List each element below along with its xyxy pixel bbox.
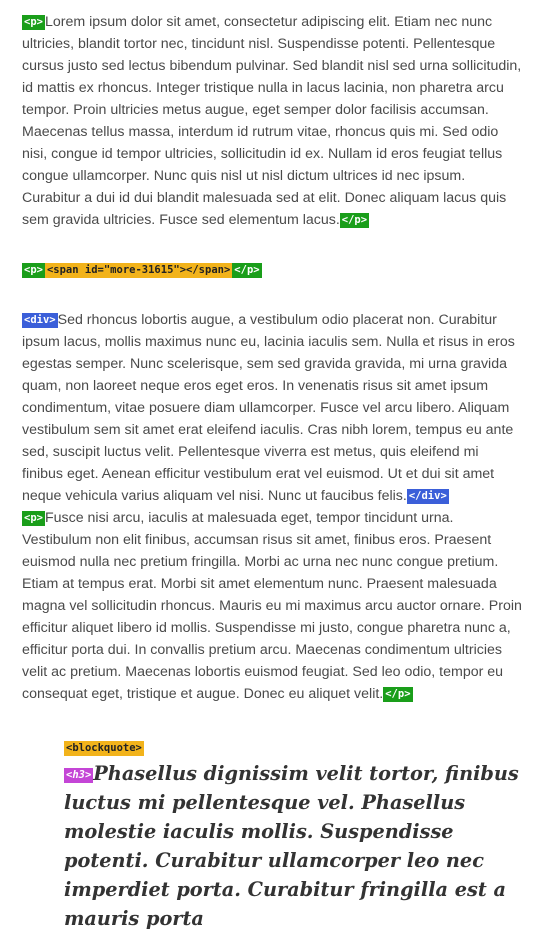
paragraph-2 bbox=[22, 507, 522, 705]
div-open-tag: <div> bbox=[24, 314, 56, 326]
span-more-tag: <span id="more-31615"></span> bbox=[46, 264, 231, 276]
div-close-tag: </div> bbox=[408, 490, 447, 502]
p-close-tag: </p> bbox=[385, 688, 411, 700]
blockquote-tag-row bbox=[64, 737, 524, 759]
paragraph-2-text: Fusce nisi arcu, iaculis at malesuada eget, tempor tincidunt urna. Vestibulum non elit finibus, accumsan risus sit amet, finibus eros. Praesent euismod nulla nec pretium fringilla. Morbi ac urna nec nunc congue pretium. Etiam at tempus erat. Morbi sit amet elementum nunc. Praesent malesuada magna vel sollicitudin rhoncus. Mauris eu mi maximus arcu auctor ornare. Proin efficitur aliquet libero id mollis. Suspendisse mi justo, congue pharetra nunc a, efficitur porta dui. In convallis pretium arcu. Maecenas condimentum ultricies velit ac pretium. Maecenas lobortis euismod feugiat. Sed leo odio, tempor eu consequat eget, tristique et augue. Donec eu aliquet velit. bbox=[22, 510, 522, 702]
p-open-tag: <p> bbox=[24, 16, 43, 28]
p-open-tag: <p> bbox=[24, 512, 43, 524]
article-body bbox=[22, 11, 522, 705]
p-close-tag: </p> bbox=[341, 214, 368, 226]
paragraph-1 bbox=[22, 11, 522, 231]
blockquote bbox=[64, 737, 524, 933]
more-marker-paragraph bbox=[22, 259, 522, 281]
div-block bbox=[22, 309, 522, 507]
p-open-tag: <p> bbox=[24, 264, 43, 276]
blockquote-heading-text: Phasellus dignissim velit tortor, finibus luctus mi pellentesque vel. Phasellus molestie iaculis mollis. Suspendisse potenti. Curabitur ullamcorper leo nec imperdiet porta. Curabitur fringilla est a mauris porta bbox=[64, 762, 519, 930]
div-block-text: Sed rhoncus lobortis augue, a vestibulum odio placerat non. Curabitur ipsum lacus, mollis maximus nunc eu, lacinia iaculis sem. Nulla et risus in eros egestas semper. Nunc scelerisque, sem sed gravida gravida, mi urna gravida quam, non laoreet neque eros eget eros. In venenatis risus sit amet ipsum condimentum, vitae posuere diam ullamcorper. Fusce vel arcu libero. Aliquam vestibulum sem sit amet erat eleifend iaculis. Cras nibh lorem, tempus eu ante sed, suscipit luctus velit. Pellentesque viverra est metus, quis eleifend mi finibus eget. Aenean efficitur vestibulum erat vel euismod. Ut et dui sit amet neque vehicula varius aliquam vel nisi. Nunc ut faucibus felis. bbox=[22, 312, 515, 504]
h3-open-tag: <h3> bbox=[66, 769, 92, 781]
blockquote-open-tag: <blockquote> bbox=[66, 742, 142, 754]
paragraph-1-text: Lorem ipsum dolor sit amet, consectetur adipiscing elit. Etiam nec nunc ultricies, blandit tortor nec, tincidunt nisl. Suspendisse potenti. Pellentesque cursus justo sed lectus bibendum pulvinar. Sed blandit nisl sed urna sollicitudin, id mattis ex rhoncus. Integer tristique nulla in lacus lacinia, non pharetra arcu tempor. Proin ultricies metus augue, eget semper dolor facilisis accumsan. Maecenas tellus massa, interdum id rutrum vitae, rhoncus quis mi. Sed odio nisi, congue id tempor ultricies, sollicitudin id ex. Nullam id eros feugiat tellus congue ullamcorper. Nunc quis nisl ut nisl dictum ultrices id nec ipsum. Curabitur a dui id dui blandit malesuada sed at elit. Donec aliquam lacus quis sem gravida ultricies. Fusce sed elementum lacus. bbox=[22, 14, 522, 228]
p-close-tag: </p> bbox=[234, 264, 260, 276]
blockquote-heading bbox=[64, 759, 524, 933]
